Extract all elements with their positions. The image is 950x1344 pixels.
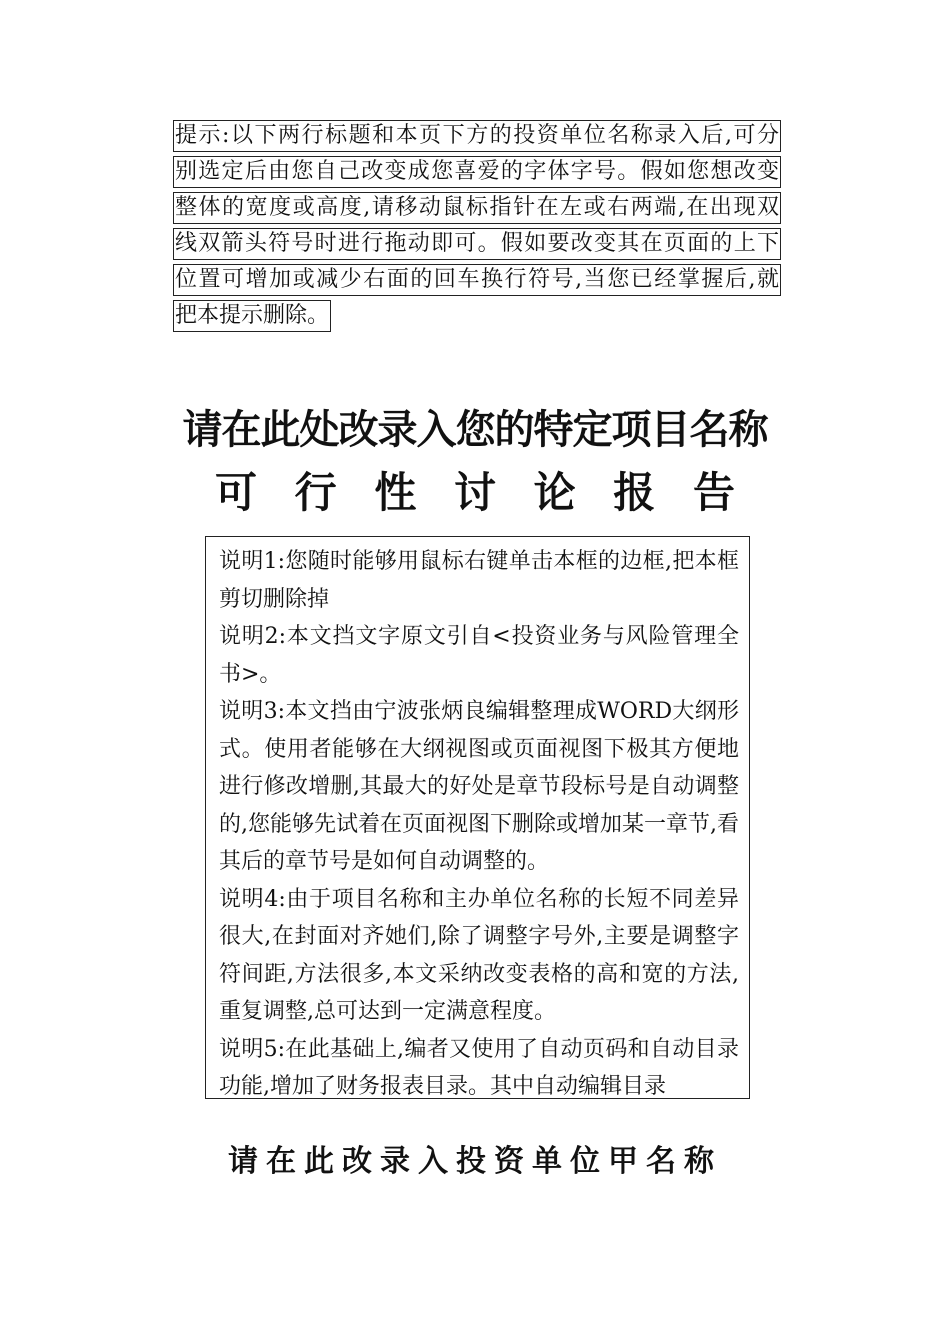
report-title — [215, 460, 735, 520]
hint-line: 线双箭头符号时进行拖动即可。假如要改变其在页面的上下 — [173, 228, 781, 260]
note-paragraph: 说明3:本文挡由宁波张炳良编辑整理成WORD大纲形式。使用者能够在大纲视图或页面视图下极其方便地进行修改增删,其最大的好处是章节段标号是自动调整的,您能够先试着在页面视图下删除或增加某一章节,看其后的章节号是如何自动调整的。 — [219, 699, 739, 874]
report-title-char: 可 — [215, 468, 258, 517]
note-paragraph: 说明5:在此基础上,编者又使用了自动页码和自动目录功能,增加了财务报表目录。其中自动编辑目录 — [219, 1036, 739, 1099]
report-title-char: 论 — [533, 468, 576, 517]
report-title-char: 性 — [374, 468, 417, 517]
report-title-char: 告 — [692, 468, 735, 517]
hint-line: 提示:以下两行标题和本页下方的投资单位名称录入后,可分 — [173, 120, 781, 152]
hint-line: 整体的宽度或高度,请移动鼠标指针在左或右两端,在出现双 — [173, 192, 781, 224]
note-paragraph: 说明2:本文挡文字原文引自<投资业务与风险管理全书>。 — [219, 624, 739, 687]
note-text-box[interactable] — [205, 536, 750, 1099]
note-paragraph: 说明4:由于项目名称和主办单位名称的长短不同差异很大,在封面对齐她们,除了调整字号外,主要是调整字符间距,方法很多,本文采纳改变表格的高和宽的方法,重复调整,总可达到一定满意程度。 — [219, 886, 739, 1024]
project-name-title: 请在此处改录入您的特定项目名称 — [182, 407, 768, 453]
hint-box[interactable] — [173, 120, 781, 336]
hint-line: 别选定后由您自己改变成您喜爱的字体字号。假如您想改变 — [173, 156, 781, 188]
report-title-char: 报 — [613, 468, 656, 517]
report-title-char: 讨 — [453, 468, 496, 517]
hint-line: 位置可增加或减少右面的回车换行符号,当您已经掌握后,就 — [173, 264, 781, 296]
hint-line: 把本提示删除。 — [173, 300, 331, 332]
report-title-char: 行 — [294, 468, 337, 517]
investment-unit-name: 请在此改录入投资单位甲名称 — [228, 1144, 722, 1179]
note-paragraph: 说明1:您随时能够用鼠标右键单击本框的边框,把本框剪切删除掉 — [219, 549, 739, 612]
